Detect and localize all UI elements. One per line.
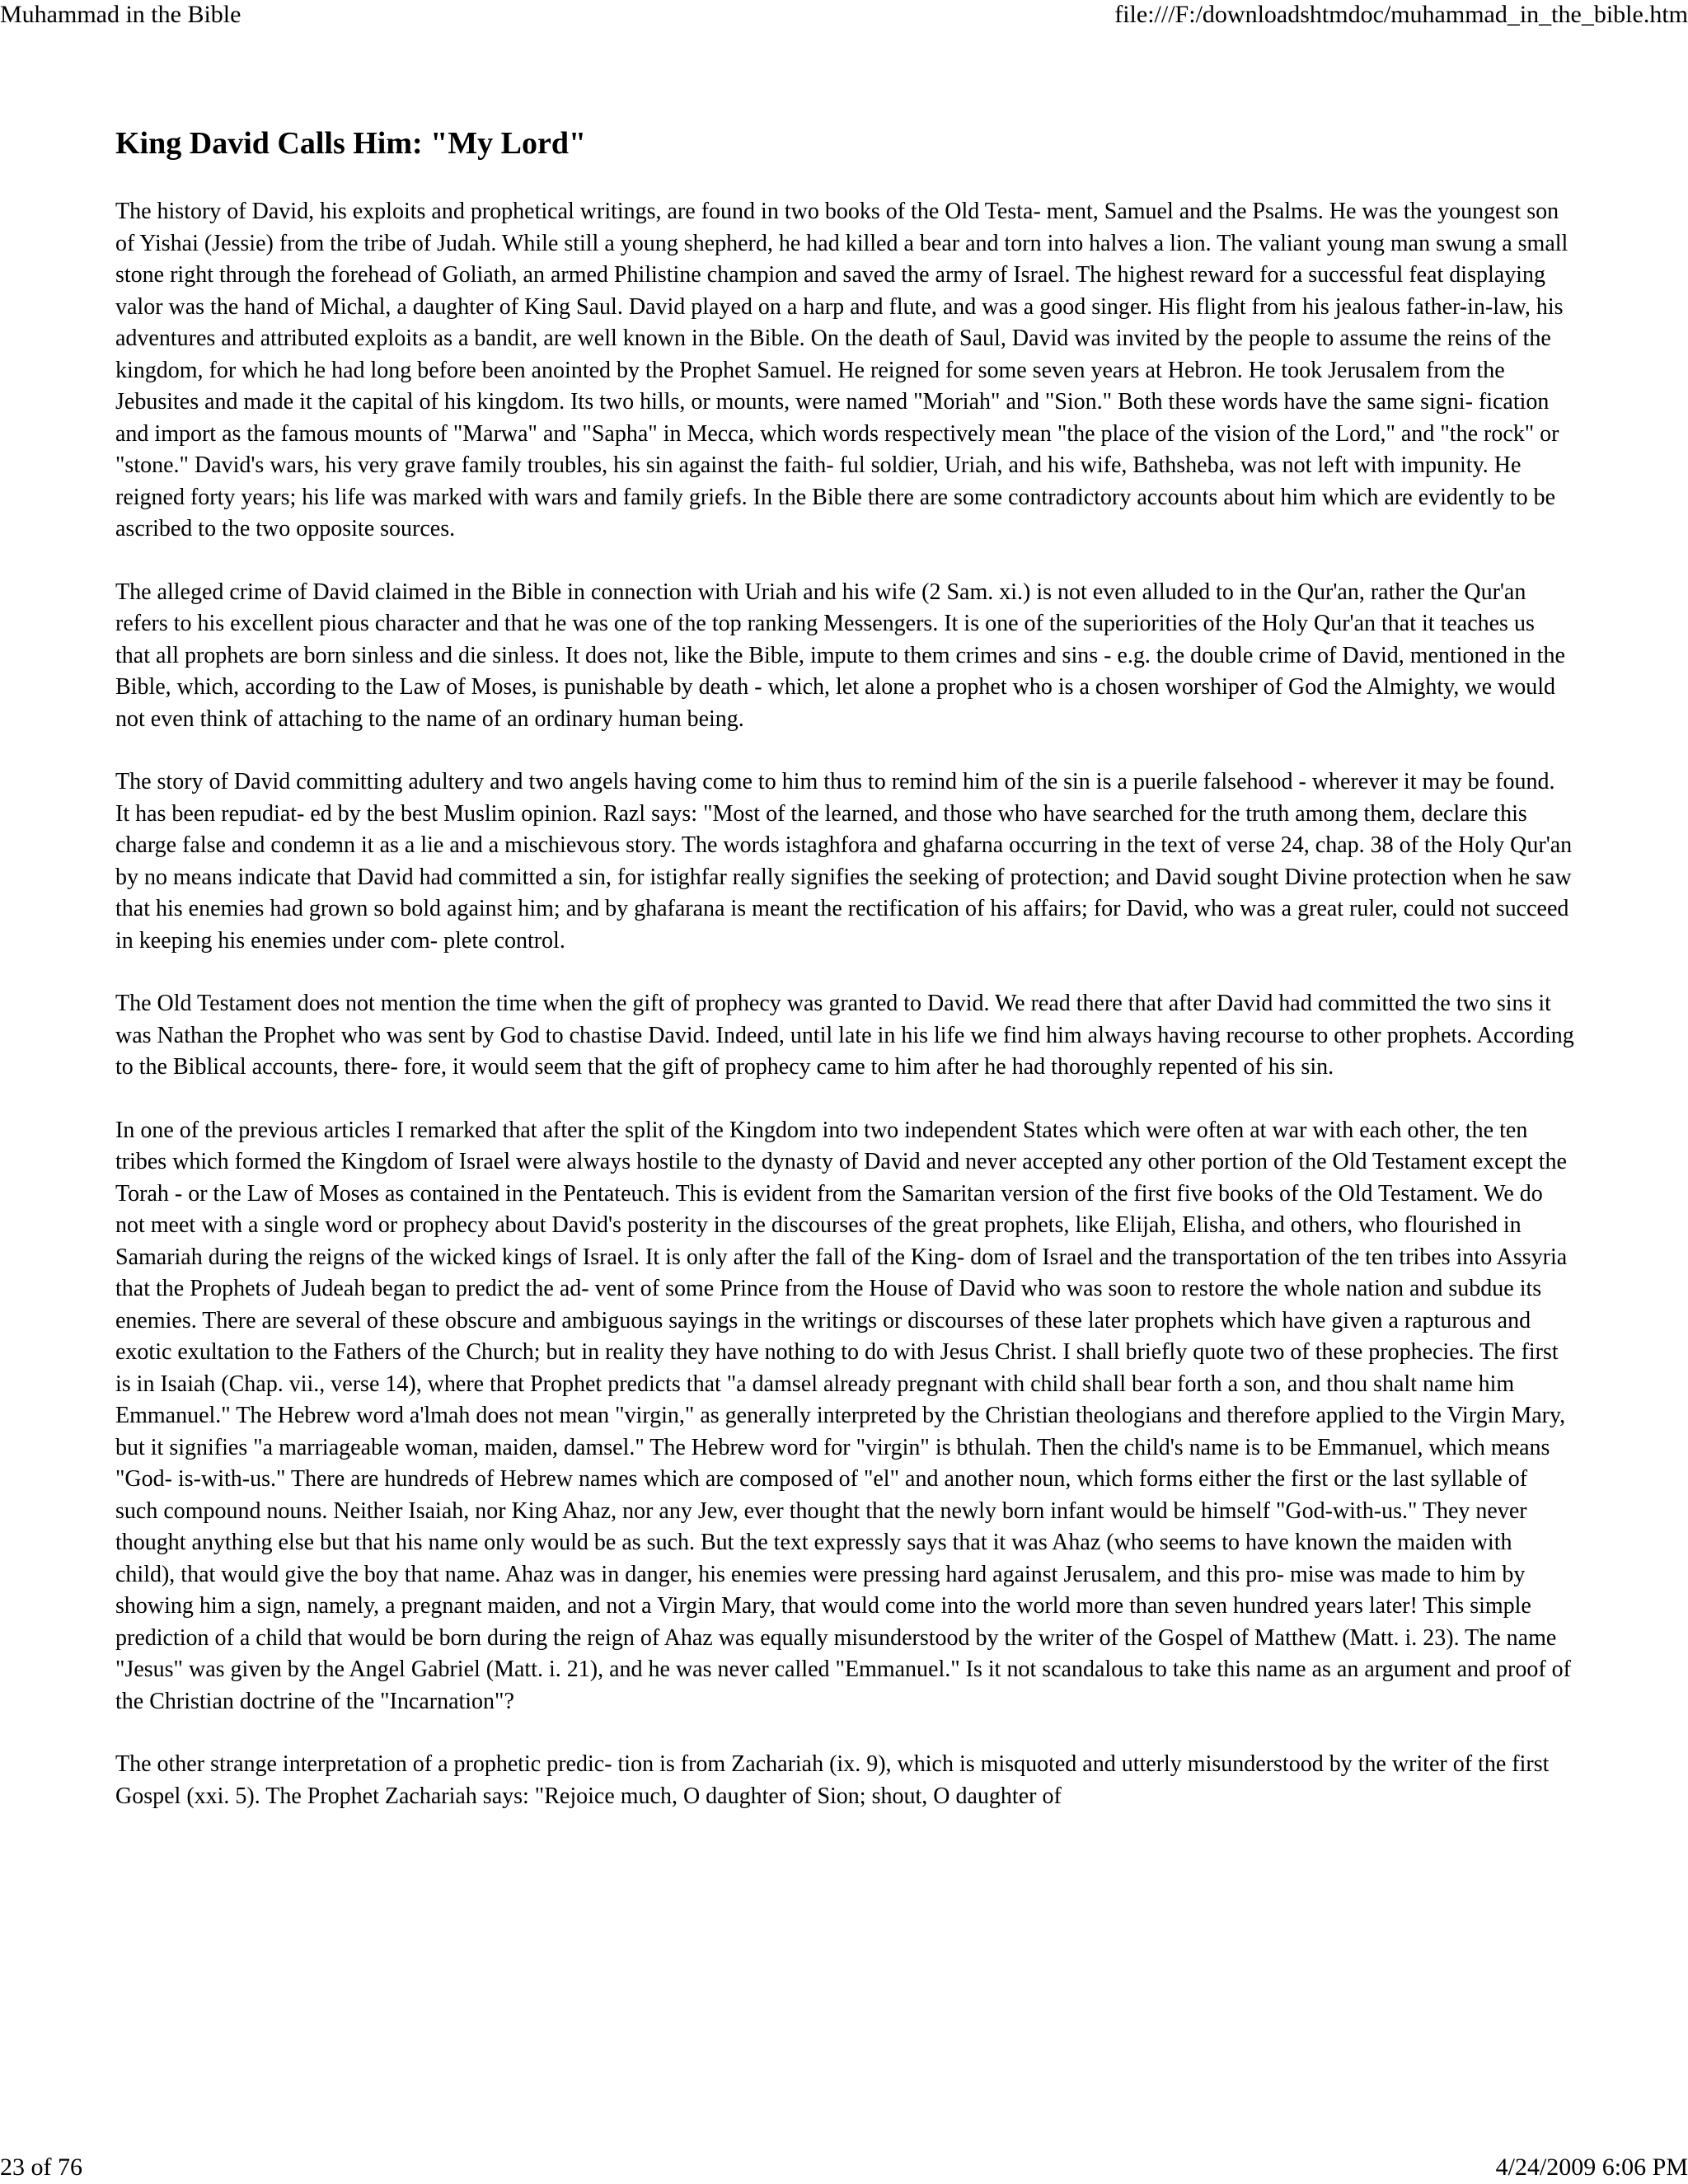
print-datetime: 4/24/2009 6:06 PM [1495,2154,1688,2181]
article-content [115,124,1574,1844]
print-header [0,0,1688,33]
article-paragraph: The history of David, his exploits and prophetical writings, are found in two books of the Old Testa- ment, Samuel and the Psalms. He was the youngest son of Yishai (Jessie) from the tribe of Judah. While still a young shepherd, he had killed a bear and torn into halves a lion. The valiant young man swung a small stone right through the forehead of Goliath, an armed Philistine champion and saved the army of Israel. The highest reward for a successful feat displaying valor was the hand of Michal, a daughter of King Saul. David played on a harp and flute, and was a good singer. His flight from his jealous father-in-law, his adventures and attributed exploits as a bandit, are well known in the Bible. On the death of Saul, David was invited by the people to assume the reins of the kingdom, for which he had long before been anointed by the Prophet Samuel. He reigned for some seven years at Hebron. He took Jerusalem from the Jebusites and made it the capital of his kingdom. Its two hills, or mounts, were named "Moriah" and "Sion." Both these words have the same signi- fication and import as the famous mounts of "Marwa" and "Sapha" in Mecca, which words respectively mean "the place of the vision of the Lord," and "the rock" or "stone." David's wars, his very grave family troubles, his sin against the faith- ful soldier, Uriah, and his wife, Bathsheba, was not left with impunity. He reigned forty years; his life was marked with wars and family griefs. In the Bible there are some contradictory accounts about him which are evidently to be ascribed to the two opposite sources. [115,199,1568,541]
article-paragraph: The other strange interpretation of a prophetic predic- tion is from Zachariah (ix. 9), which is misquoted and utterly misunderstood by the writer of the first Gospel (xxi. 5). The Prophet Zachariah says: "Rejoice much, O daughter of Sion; shout, O daughter of [115,1751,1550,1809]
print-footer [0,2151,1688,2184]
article-paragraph: The Old Testament does not mention the time when the gift of prophecy was granted to David. We read there that after David had committed the two sins it was Nathan the Prophet who was sent by God to chastise David. Indeed, until late in his life we find him always having recourse to other prophets. According to the Biblical accounts, there- fore, it would seem that the gift of prophecy came to him after he had thoroughly repented of his sin. [115,991,1574,1080]
article-paragraph: The story of David committing adultery and two angels having come to him thus to remind him of the sin is a puerile falsehood - wherever it may be found. It has been repudiat- ed by the best Muslim opinion. Razl says: "Most of the learned, and those who have searched for the truth among them, declare this charge false and condemn it as a lie and a mischievous story. The words istaghfora and ghafarna occurring in the text of verse 24, chap. 38 of the Holy Qur'an by no means indicate that David had committed a sin, for istighfar really signifies the seeking of protection; and David sought Divine protection when he saw that his enemies had grown so bold against him; and by ghafarana is meant the rectification of his affairs; for David, who was a great ruler, could not succeed in keeping his enemies under com- plete control. [115,769,1573,954]
article-heading: King David Calls Him: "My Lord" [115,126,587,161]
document-title: Muhammad in the Bible [0,1,241,28]
article-paragraph: The alleged crime of David claimed in the Bible in connection with Uriah and his wife (2 Sam. xi.) is not even alluded to in the Qur'an, rather the Qur'an refers to his excellent pious character and that he was one of the top ranking Messengers. It is one of the superiorities of the Holy Qur'an that it teaches us that all prophets are born sinless and die sinless. It does not, like the Bible, impute to them crimes and sins - e.g. the double crime of David, mentioned in the Bible, which, according to the Law of Moses, is punishable by death - which, let alone a prophet who is a chosen worshiper of God the Almighty, we would not even think of attaching to the name of an ordinary human being. [115,579,1565,732]
document-url: file:///F:/downloadshtmdoc/muhammad_in_the_bible.htm [1114,1,1688,28]
page-number: 23 of 76 [0,2154,82,2181]
article-paragraph: In one of the previous articles I remarked that after the split of the Kingdom into two independent States which were often at war with each other, the ten tribes which formed the Kingdom of Israel were always hostile to the dynasty of David and never accepted any other portion of the Old Testament except the Torah - or the Law of Moses as contained in the Pentateuch. This is evident from the Samaritan version of the first five books of the Old Testament. We do not meet with a single word or prophecy about David's posterity in the discourses of the great prophets, like Elijah, Elisha, and others, who flourished in Samariah during the reigns of the wicked kings of Israel. It is only after the fall of the King- dom of Israel and the transportation of the ten tribes into Assyria that the Prophets of Judeah began to predict the ad- vent of some Prince from the House of David who was soon to restore the whole nation and subdue its enemies. There are several of these obscure and ambiguous sayings in the writings or discourses of these later prophets which have given a rapturous and exotic exultation to the Fathers of the Church; but in reality they have nothing to do with Jesus Christ. I shall briefly quote two of these prophecies. The first is in Isaiah (Chap. vii., verse 14), where that Prophet predicts that "a damsel already pregnant with child shall bear forth a son, and thou shalt name him Emmanuel." The Hebrew word a'lmah does not mean "virgin," as generally interpreted by the Christian theologians and therefore applied to the Virgin Mary, but it signifies "a marriageable woman, maiden, damsel." The Hebrew word for "virgin" is bthulah. Then the child's name is to be Emmanuel, which means "God- is-with-us." There are hundreds of Hebrew names which are composed of "el" and another noun, which forms either the first or the last syllable of such compound nouns. Neither Isaiah, nor King Ahaz, nor any Jew, ever thought that the newly born infant would be himself "God-with-us." They never thought anything else but that his name only would be as such. But the text expressly says that it was Ahaz (who seems to have known the maiden with child), that would give the boy that name. Ahaz was in danger, his enemies were pressing hard against Jerusalem, and this pro- mise was made to him by showing him a sign, namely, a pregnant maiden, and not a Virgin Mary, that would come into the world more than seven hundred years later! This simple prediction of a child that would be born during the reign of Ahaz was equally misunderstood by the writer of the Gospel of Matthew (Matt. i. 23). The name "Jesus" was given by the Angel Gabriel (Matt. i. 21), and he was never called "Emmanuel." Is it not scandalous to take this name as an argument and proof of the Christian doctrine of the "Incarnation"? [115,1117,1571,1714]
